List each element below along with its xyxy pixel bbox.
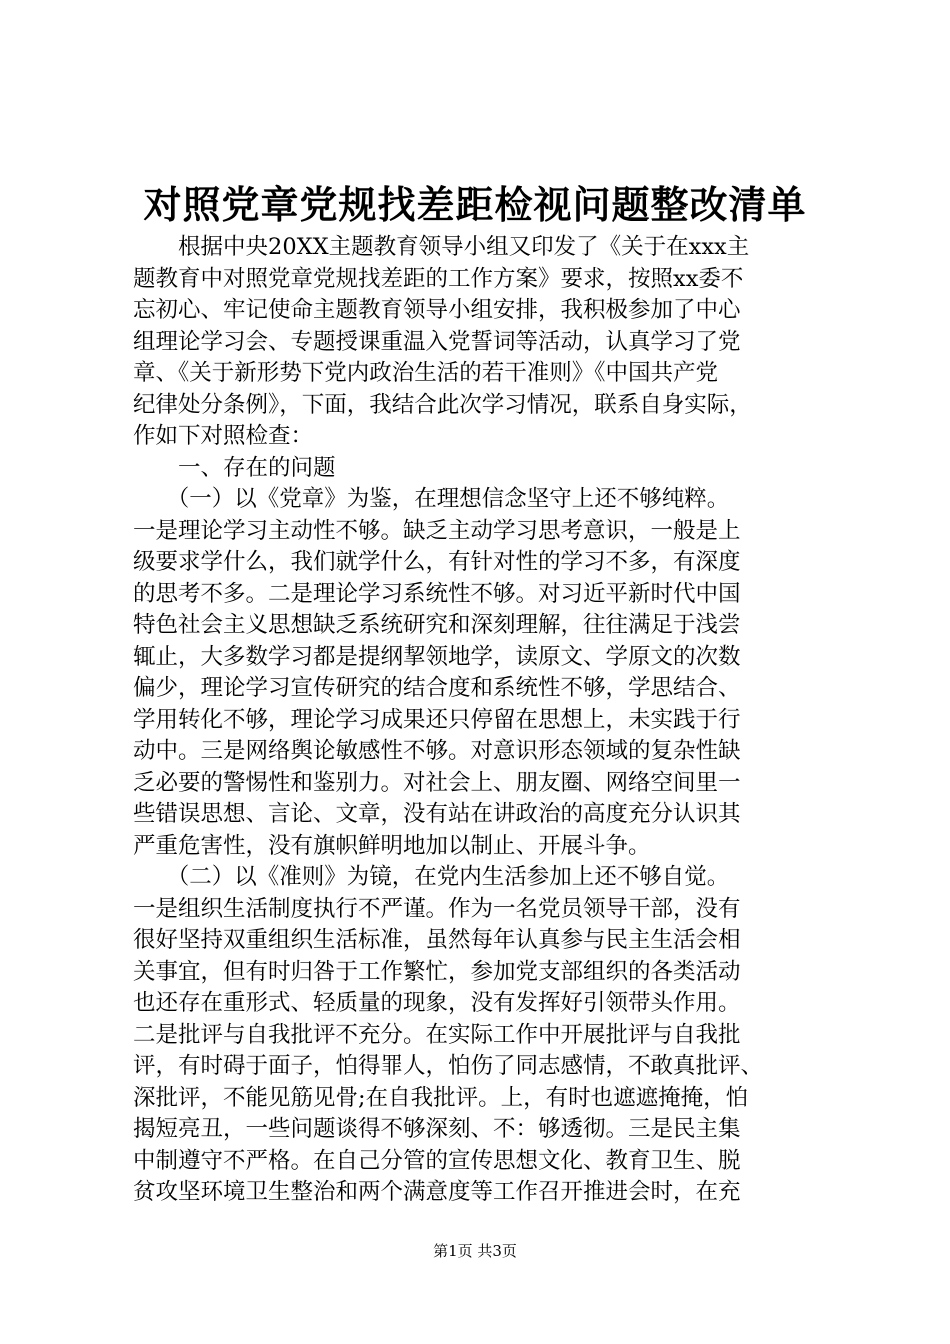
- paragraph-line: 组理论学习会、专题授课重温入党誓词等活动，认真学习了党: [133, 328, 741, 355]
- paragraph-line: 偏少，理论学习宣传研究的结合度和系统性不够，学思结合、: [133, 675, 741, 701]
- paragraph-line: （二）以《准则》为镜，在党内生活参加上还不够自觉。: [133, 864, 730, 890]
- paragraph-line: 一是理论学习主动性不够。缺乏主动学习思考意识，一般是上: [133, 517, 741, 544]
- paragraph-line: 也还存在重形式、轻质量的现象，没有发挥好引领带头作用。: [133, 990, 741, 1016]
- document-title: 对照党章党规找差距检视问题整改清单: [143, 182, 807, 227]
- paragraph-line: 揭短亮丑，一些问题谈得不够深刻、不：够透彻。三是民主集: [133, 1116, 741, 1142]
- paragraph-line: 章、《关于新形势下党内政治生活的若干准则》《中国共产党: [133, 360, 719, 386]
- paragraph-line: 特色社会主义思想缺乏系统研究和深刻理解，往往满足于浅尝: [133, 612, 741, 638]
- paragraph-line: 辄止，大多数学习都是提纲挈领地学，读原文、学原文的次数: [133, 643, 741, 670]
- paragraph-line: 级要求学什么，我们就学什么，有针对性的学习不多，有深度: [133, 549, 741, 575]
- paragraph-line: 题教育中对照党章党规找差距的工作方案》要求，按照xx委不: [133, 265, 744, 292]
- paragraph-line: 根据中央20XX主题教育领导小组又印发了《关于在xxx主: [133, 234, 750, 260]
- paragraph-line: 学用转化不够，理论学习成果还只停留在思想上，未实践于行: [133, 706, 741, 733]
- paragraph-line: 作如下对照检查：: [133, 423, 314, 449]
- paragraph-line: 一是组织生活制度执行不严谨。作为一名党员领导干部，没有: [133, 895, 741, 922]
- paragraph-line: 中制遵守不严格。在自己分管的宣传思想文化、教育卫生、脱: [133, 1147, 741, 1174]
- paragraph-line: 些错误思想、言论、文章，没有站在讲政治的高度充分认识其: [133, 801, 741, 827]
- paragraph-line: 贫攻坚环境卫生整治和两个满意度等工作召开推进会时，在充: [133, 1179, 741, 1205]
- paragraph-line: 深批评，不能见筋见骨;在自我批评。上，有时也遮遮掩掩，怕: [133, 1084, 749, 1111]
- paragraph-line: 动中。三是网络舆论敏感性不够。对意识形态领域的复杂性缺: [133, 738, 741, 764]
- paragraph-line: 二是批评与自我批评不充分。在实际工作中开展批评与自我批: [133, 1021, 741, 1048]
- page-footer: 第1页 共3页: [433, 1242, 517, 1260]
- paragraph-line: 一、存在的问题: [133, 454, 336, 481]
- paragraph-line: 纪律处分条例》，下面，我结合此次学习情况，联系自身实际，: [133, 391, 752, 418]
- paragraph-line: 乏必要的警惕性和鉴别力。对社会上、朋友圈、网络空间里一: [133, 769, 741, 796]
- paragraph-line: 的思考不多。二是理论学习系统性不够。对习近平新时代中国: [133, 580, 741, 607]
- document-body: [133, 232, 833, 1209]
- paragraph-line: 很好坚持双重组织生活标准，虽然每年认真参与民主生活会相: [133, 927, 741, 953]
- paragraph-line: （一）以《党章》为鉴，在理想信念坚守上还不够纯粹。: [133, 486, 730, 512]
- paragraph-line: 评，有时碍于面子，怕得罪人，怕伤了同志感情，不敢真批评、: [133, 1053, 764, 1079]
- paragraph-line: 严重危害性，没有旗帜鲜明地加以制止、开展斗争。: [133, 832, 651, 859]
- paragraph-line: 忘初心、牢记使命主题教育领导小组安排，我积极参加了中心: [133, 297, 741, 323]
- paragraph-line: 关事宜，但有时归咎于工作繁忙，参加党支部组织的各类活动: [133, 958, 741, 985]
